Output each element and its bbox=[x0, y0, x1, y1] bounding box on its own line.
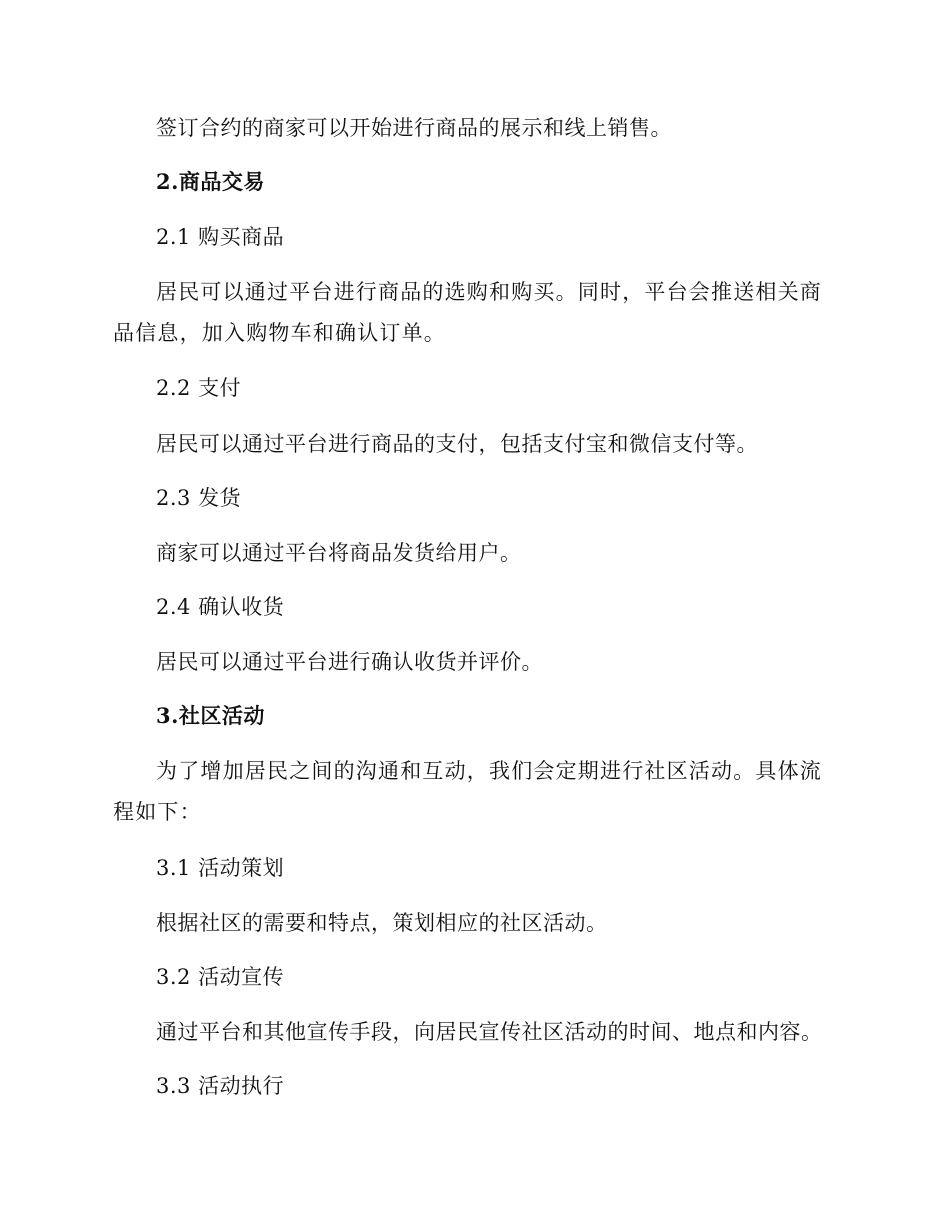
subsection-heading: 2.1 购买商品 bbox=[156, 225, 285, 249]
subsection-heading: 3.1 活动策划 bbox=[156, 856, 285, 880]
body-paragraph: 签订合约的商家可以开始进行商品的展示和线上销售。 bbox=[156, 116, 672, 140]
section-heading: 2.商品交易 bbox=[156, 169, 265, 194]
body-paragraph: 商家可以通过平台将商品发货给用户。 bbox=[156, 541, 522, 565]
subsection-heading: 3.2 活动宣传 bbox=[156, 965, 285, 989]
body-paragraph: 居民可以通过平台进行商品的选购和购买。同时，平台会推送相关商品信息，加入购物车和确认订单。 bbox=[113, 280, 822, 345]
body-paragraph: 居民可以通过平台进行确认收货并评价。 bbox=[156, 650, 543, 674]
subsection-heading: 2.3 发货 bbox=[156, 486, 242, 510]
body-paragraph: 为了增加居民之间的沟通和互动，我们会定期进行社区活动。具体流程如下： bbox=[113, 759, 822, 824]
subsection-heading: 2.2 支付 bbox=[156, 376, 242, 400]
subsection-heading: 3.3 活动执行 bbox=[156, 1074, 285, 1098]
body-paragraph: 居民可以通过平台进行商品的支付，包括支付宝和微信支付等。 bbox=[156, 432, 758, 456]
body-paragraph: 通过平台和其他宣传手段，向居民宣传社区活动的时间、地点和内容。 bbox=[156, 1020, 823, 1044]
body-paragraph: 根据社区的需要和特点，策划相应的社区活动。 bbox=[156, 911, 608, 935]
subsection-heading: 2.4 确认收货 bbox=[156, 595, 285, 619]
section-heading: 3.社区活动 bbox=[156, 703, 265, 728]
